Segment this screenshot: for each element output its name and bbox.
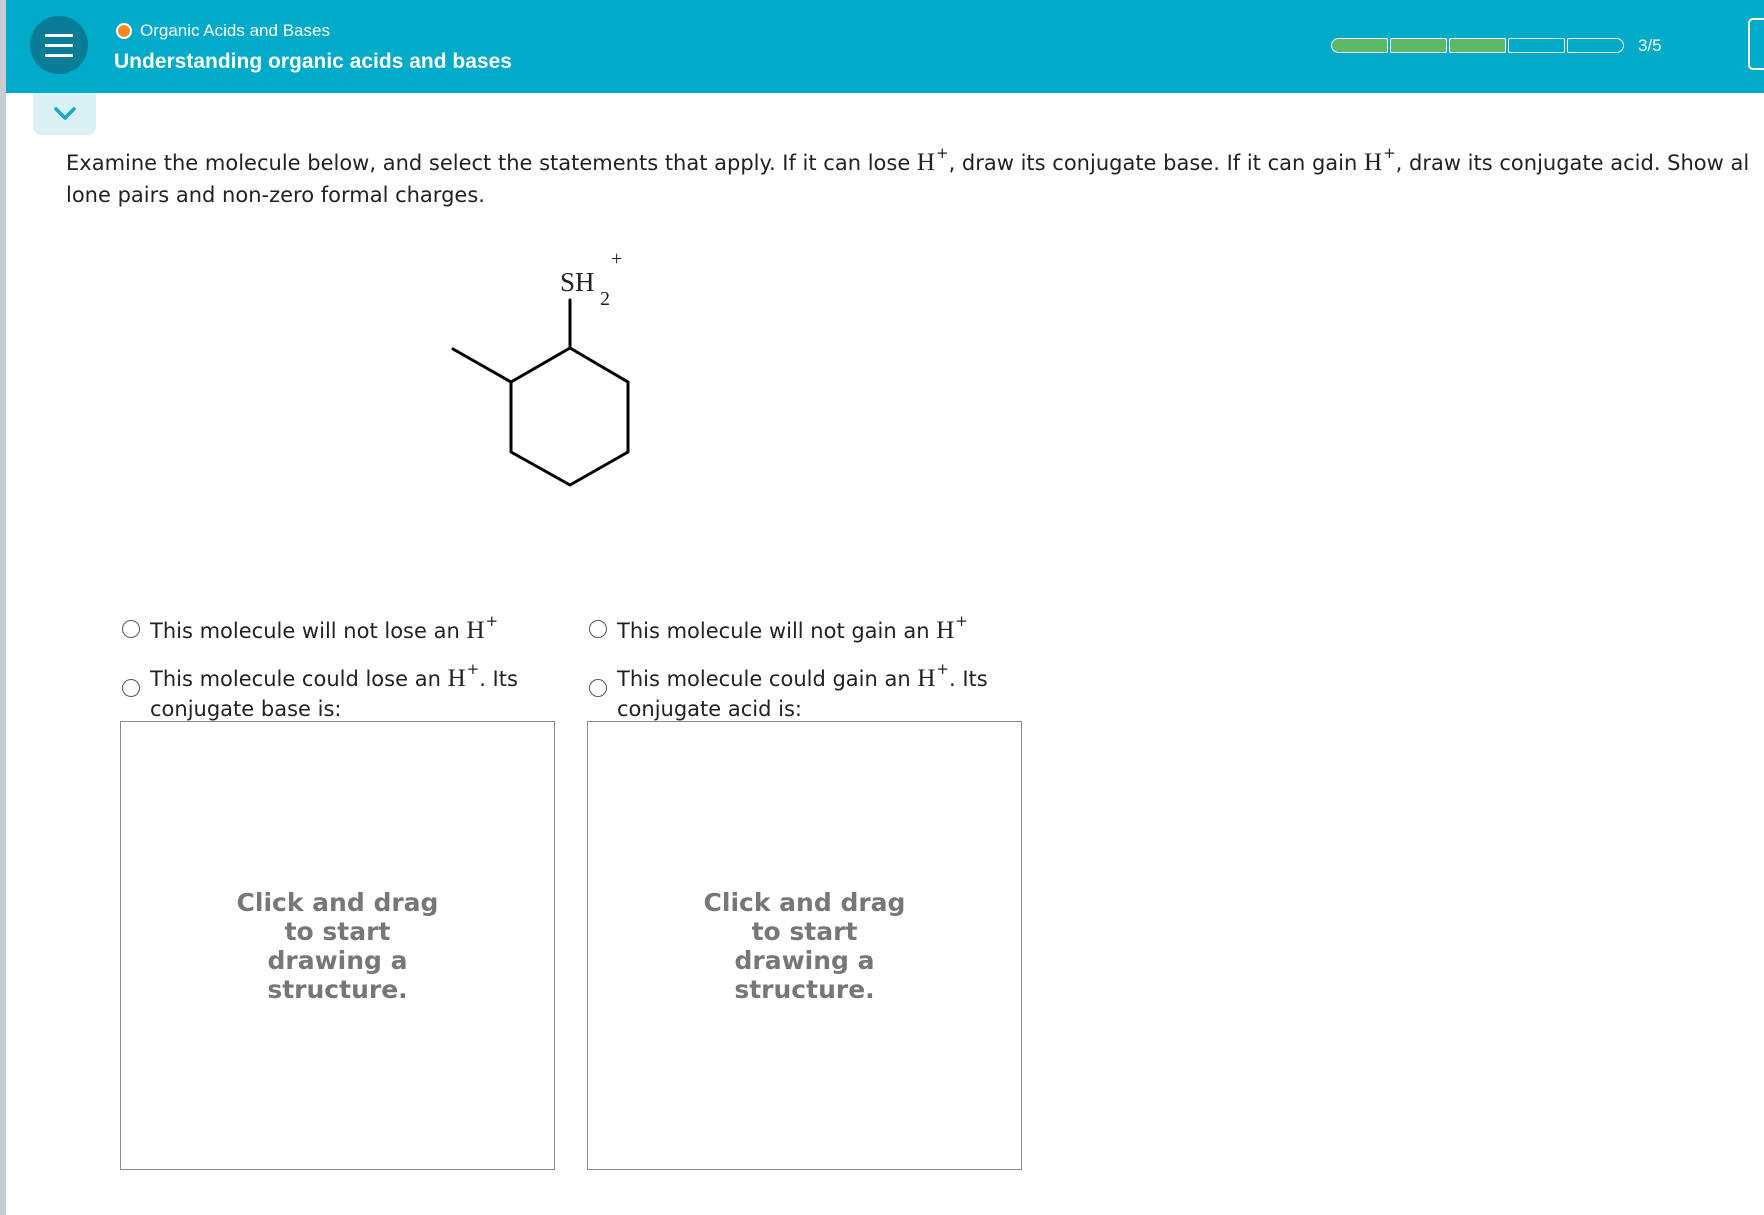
subscript-2: 2 <box>600 288 610 310</box>
progress-segment <box>1331 38 1388 53</box>
radio-not-lose[interactable] <box>122 620 140 638</box>
hamburger-icon-line <box>45 34 73 37</box>
question-text <box>66 144 1764 210</box>
cyclohexane-ring <box>453 300 628 485</box>
topic-text: Organic Acids and Bases <box>140 21 330 40</box>
conjugate-base-drawing-area[interactable] <box>120 721 555 1170</box>
progress-bar <box>1331 38 1624 53</box>
topic-label <box>116 21 330 41</box>
top-bar <box>6 0 1764 93</box>
sh-label: SH <box>560 267 595 297</box>
progress-text: 3/5 <box>1638 36 1662 55</box>
left-rail <box>0 0 6 1215</box>
option-not-gain[interactable] <box>589 612 968 647</box>
option-not-gain-label: This molecule will not gain an H+ <box>617 612 968 644</box>
progress-segment <box>1390 38 1447 53</box>
option-could-lose[interactable] <box>122 660 518 723</box>
corner-button[interactable] <box>1748 18 1764 70</box>
progress-segment <box>1508 38 1565 53</box>
hamburger-icon-line <box>45 44 73 47</box>
option-not-lose-label: This molecule will not lose an H+ <box>150 612 499 644</box>
radio-could-gain[interactable] <box>589 679 607 697</box>
radio-could-lose[interactable] <box>122 679 140 697</box>
radio-not-gain[interactable] <box>589 620 607 638</box>
option-not-lose[interactable] <box>122 612 499 647</box>
bond-methyl <box>453 349 511 382</box>
drawing-hint: Click and drag to start drawing a structure. <box>236 887 439 1004</box>
option-could-lose-label: This molecule could lose an H+. Its conjugate base is: <box>150 660 518 721</box>
question-line-2: lone pairs and non-zero formal charges. <box>66 183 485 207</box>
option-could-gain-label: This molecule could gain an H+. Its conjugate acid is: <box>617 660 988 721</box>
chevron-down-icon <box>53 106 77 122</box>
ring <box>511 348 628 485</box>
collapse-toggle[interactable] <box>33 93 96 135</box>
conjugate-acid-drawing-area[interactable] <box>587 721 1022 1170</box>
page-title: Understanding organic acids and bases <box>114 50 512 73</box>
charge-plus: + <box>611 248 623 270</box>
option-could-gain[interactable] <box>589 660 988 723</box>
menu-button[interactable] <box>30 16 88 74</box>
question-line-1: Examine the molecule below, and select the statements that apply. If it can lose H+, draw its conjugate base. If it can gain H+, draw its conjugate acid. Show al <box>66 144 1750 176</box>
hamburger-icon-line <box>45 54 73 57</box>
progress-segment <box>1449 38 1506 53</box>
topic-status-icon <box>116 23 132 39</box>
drawing-hint: Click and drag to start drawing a structure. <box>703 887 906 1004</box>
progress-segment <box>1567 38 1624 53</box>
